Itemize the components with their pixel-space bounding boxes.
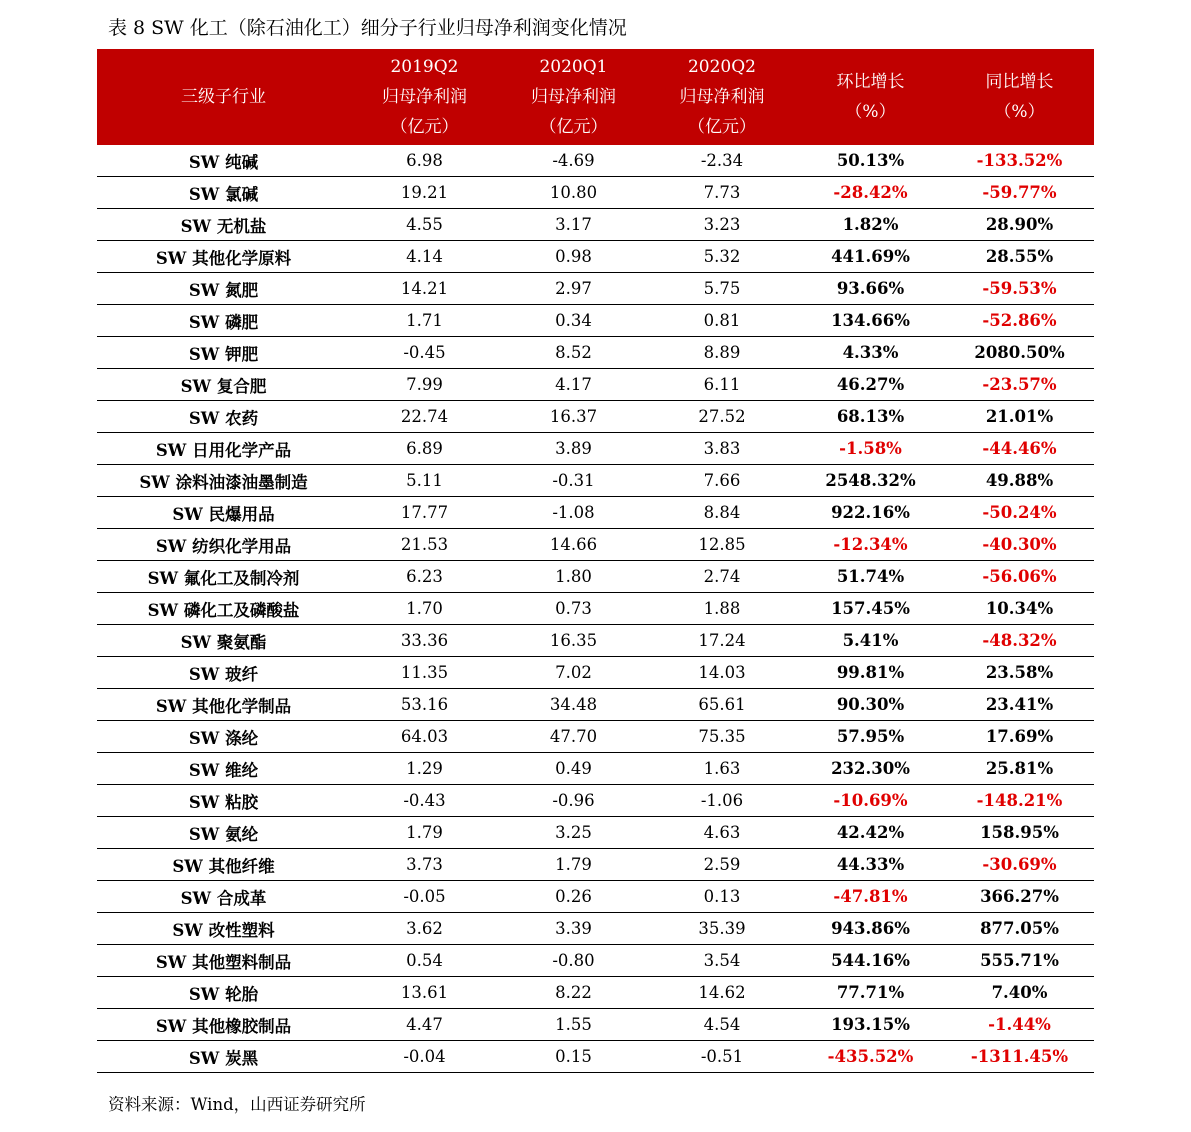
qoq-growth-cell: 193.15% [796,1009,945,1041]
profit-2020q1-cell: 0.49 [499,753,648,785]
table-row [97,497,1094,529]
table-row [97,689,1094,721]
profit-2020q2-cell: 2.74 [648,561,796,593]
industry-cell: SW 涤纶 [97,721,350,753]
table-row [97,209,1094,241]
table-row [97,1041,1094,1073]
profit-2020q2-cell: 65.61 [648,689,796,721]
qoq-growth-cell: -1.58% [796,433,945,465]
qoq-growth-cell: 77.71% [796,977,945,1009]
profit-2020q1-cell: 3.39 [499,913,648,945]
profit-2020q2-cell: 3.54 [648,945,796,977]
qoq-growth-cell: -47.81% [796,881,945,913]
header-2019q2: 2019Q2 归母净利润 （亿元） [350,49,499,145]
industry-cell: SW 维纶 [97,753,350,785]
profit-2020q2-cell: 0.81 [648,305,796,337]
profit-2019q2-cell: 13.61 [350,977,499,1009]
yoy-growth-cell: 49.88% [945,465,1094,497]
profit-2020q1-cell: 10.80 [499,177,648,209]
yoy-growth-cell: -148.21% [945,785,1094,817]
profit-2019q2-cell: -0.45 [350,337,499,369]
profit-2019q2-cell: -0.05 [350,881,499,913]
industry-cell: SW 纺织化学用品 [97,529,350,561]
profit-2019q2-cell: -0.43 [350,785,499,817]
profit-2020q2-cell: 8.89 [648,337,796,369]
yoy-growth-cell: 28.90% [945,209,1094,241]
yoy-growth-cell: -59.53% [945,273,1094,305]
profit-2020q2-cell: -0.51 [648,1041,796,1073]
header-2020q1: 2020Q1 归母净利润 （亿元） [499,49,648,145]
profit-2019q2-cell: 1.70 [350,593,499,625]
profit-2020q1-cell: 3.25 [499,817,648,849]
yoy-growth-cell: -52.86% [945,305,1094,337]
industry-cell: SW 炭黑 [97,1041,350,1073]
table-row [97,561,1094,593]
yoy-growth-cell: 28.55% [945,241,1094,273]
profit-2020q2-cell: 6.11 [648,369,796,401]
table-row [97,657,1094,689]
qoq-growth-cell: 4.33% [796,337,945,369]
qoq-growth-cell: 5.41% [796,625,945,657]
table-row [97,945,1094,977]
profit-2019q2-cell: 1.71 [350,305,499,337]
profit-2020q1-cell: 0.15 [499,1041,648,1073]
profit-2020q2-cell: 1.63 [648,753,796,785]
table-row [97,785,1094,817]
table-row [97,369,1094,401]
profit-2020q2-cell: 4.54 [648,1009,796,1041]
profit-2020q2-cell: -2.34 [648,145,796,177]
profit-2019q2-cell: 17.77 [350,497,499,529]
profit-2020q1-cell: 0.26 [499,881,648,913]
yoy-growth-cell: 7.40% [945,977,1094,1009]
table-row [97,177,1094,209]
profit-2019q2-cell: 11.35 [350,657,499,689]
profit-2020q2-cell: 7.66 [648,465,796,497]
table-header-row [97,49,1094,145]
profit-2020q1-cell: 3.17 [499,209,648,241]
table-row [97,337,1094,369]
industry-cell: SW 其他化学原料 [97,241,350,273]
profit-2020q2-cell: 7.73 [648,177,796,209]
profit-2020q2-cell: -1.06 [648,785,796,817]
table-row [97,977,1094,1009]
table-row [97,1009,1094,1041]
qoq-growth-cell: 232.30% [796,753,945,785]
profit-2019q2-cell: 1.29 [350,753,499,785]
table-row [97,593,1094,625]
qoq-growth-cell: 99.81% [796,657,945,689]
profit-2020q2-cell: 4.63 [648,817,796,849]
table-row [97,753,1094,785]
industry-cell: SW 其他塑料制品 [97,945,350,977]
industry-cell: SW 氟化工及制冷剂 [97,561,350,593]
table-row [97,913,1094,945]
industry-cell: SW 聚氨酯 [97,625,350,657]
yoy-growth-cell: -56.06% [945,561,1094,593]
profit-2020q1-cell: 4.17 [499,369,648,401]
table-row [97,433,1094,465]
header-industry: 三级子行业 [97,49,350,145]
yoy-growth-cell: -1.44% [945,1009,1094,1041]
profit-2020q2-cell: 75.35 [648,721,796,753]
qoq-growth-cell: 1.82% [796,209,945,241]
qoq-growth-cell: 90.30% [796,689,945,721]
yoy-growth-cell: 23.58% [945,657,1094,689]
yoy-growth-cell: -23.57% [945,369,1094,401]
profit-2019q2-cell: 6.98 [350,145,499,177]
industry-cell: SW 玻纤 [97,657,350,689]
profit-2019q2-cell: 53.16 [350,689,499,721]
qoq-growth-cell: 57.95% [796,721,945,753]
qoq-growth-cell: 943.86% [796,913,945,945]
table-row [97,721,1094,753]
yoy-growth-cell: 877.05% [945,913,1094,945]
industry-cell: SW 轮胎 [97,977,350,1009]
profit-2020q1-cell: 0.73 [499,593,648,625]
profit-2020q2-cell: 35.39 [648,913,796,945]
industry-cell: SW 磷肥 [97,305,350,337]
table-row [97,273,1094,305]
table-row [97,625,1094,657]
profit-2020q2-cell: 14.03 [648,657,796,689]
table-row [97,465,1094,497]
industry-cell: SW 复合肥 [97,369,350,401]
industry-cell: SW 改性塑料 [97,913,350,945]
profit-2019q2-cell: 64.03 [350,721,499,753]
industry-cell: SW 钾肥 [97,337,350,369]
profit-2020q2-cell: 5.75 [648,273,796,305]
profit-2020q1-cell: -0.80 [499,945,648,977]
qoq-growth-cell: 44.33% [796,849,945,881]
table-row [97,145,1094,177]
profit-2019q2-cell: 1.79 [350,817,499,849]
qoq-growth-cell: 544.16% [796,945,945,977]
qoq-growth-cell: 922.16% [796,497,945,529]
profit-2020q1-cell: -0.31 [499,465,648,497]
profit-2019q2-cell: 7.99 [350,369,499,401]
profit-2020q2-cell: 3.23 [648,209,796,241]
qoq-growth-cell: 42.42% [796,817,945,849]
profit-2020q2-cell: 17.24 [648,625,796,657]
yoy-growth-cell: 10.34% [945,593,1094,625]
table-row [97,305,1094,337]
profit-2019q2-cell: 3.62 [350,913,499,945]
profit-2020q2-cell: 5.32 [648,241,796,273]
yoy-growth-cell: -44.46% [945,433,1094,465]
table-row [97,401,1094,433]
table-row [97,881,1094,913]
profit-2019q2-cell: 3.73 [350,849,499,881]
yoy-growth-cell: 366.27% [945,881,1094,913]
industry-cell: SW 日用化学产品 [97,433,350,465]
yoy-growth-cell: 21.01% [945,401,1094,433]
header-qoq-growth: 环比增长 （%） [796,49,945,145]
yoy-growth-cell: 555.71% [945,945,1094,977]
table-title: 表 8 SW 化工（除石油化工）细分子行业归母净利润变化情况 [108,17,627,39]
table-row [97,817,1094,849]
qoq-growth-cell: 46.27% [796,369,945,401]
header-2020q2: 2020Q2 归母净利润 （亿元） [648,49,796,145]
qoq-growth-cell: 441.69% [796,241,945,273]
industry-cell: SW 氮肥 [97,273,350,305]
yoy-growth-cell: 158.95% [945,817,1094,849]
yoy-growth-cell: -133.52% [945,145,1094,177]
industry-cell: SW 其他化学制品 [97,689,350,721]
profit-2020q1-cell: 14.66 [499,529,648,561]
yoy-growth-cell: -40.30% [945,529,1094,561]
yoy-growth-cell: 17.69% [945,721,1094,753]
profit-2019q2-cell: 4.55 [350,209,499,241]
profit-2020q1-cell: 34.48 [499,689,648,721]
qoq-growth-cell: 51.74% [796,561,945,593]
industry-cell: SW 氯碱 [97,177,350,209]
profit-2019q2-cell: 33.36 [350,625,499,657]
qoq-growth-cell: 157.45% [796,593,945,625]
yoy-growth-cell: 25.81% [945,753,1094,785]
qoq-growth-cell: 93.66% [796,273,945,305]
profit-2019q2-cell: 6.89 [350,433,499,465]
qoq-growth-cell: 50.13% [796,145,945,177]
profit-2020q1-cell: 1.80 [499,561,648,593]
qoq-growth-cell: 68.13% [796,401,945,433]
header-yoy-growth: 同比增长 （%） [945,49,1094,145]
profit-2020q1-cell: -0.96 [499,785,648,817]
profit-2019q2-cell: 4.47 [350,1009,499,1041]
qoq-growth-cell: -28.42% [796,177,945,209]
profit-2020q1-cell: 3.89 [499,433,648,465]
profit-2020q1-cell: 1.79 [499,849,648,881]
profit-2019q2-cell: 14.21 [350,273,499,305]
industry-cell: SW 涂料油漆油墨制造 [97,465,350,497]
profit-2019q2-cell: 0.54 [350,945,499,977]
industry-cell: SW 磷化工及磷酸盐 [97,593,350,625]
profit-2020q2-cell: 0.13 [648,881,796,913]
qoq-growth-cell: 134.66% [796,305,945,337]
table-body [97,145,1094,1073]
industry-cell: SW 合成革 [97,881,350,913]
profit-2020q1-cell: 0.34 [499,305,648,337]
profit-2019q2-cell: 4.14 [350,241,499,273]
industry-cell: SW 无机盐 [97,209,350,241]
yoy-growth-cell: -1311.45% [945,1041,1094,1073]
profit-2020q1-cell: 0.98 [499,241,648,273]
profit-2019q2-cell: 22.74 [350,401,499,433]
qoq-growth-cell: 2548.32% [796,465,945,497]
profit-2019q2-cell: 21.53 [350,529,499,561]
industry-cell: SW 其他橡胶制品 [97,1009,350,1041]
yoy-growth-cell: -59.77% [945,177,1094,209]
profit-2020q2-cell: 27.52 [648,401,796,433]
profit-2020q1-cell: 16.35 [499,625,648,657]
profit-2019q2-cell: -0.04 [350,1041,499,1073]
qoq-growth-cell: -10.69% [796,785,945,817]
profit-2020q1-cell: 8.22 [499,977,648,1009]
profit-2020q2-cell: 2.59 [648,849,796,881]
profit-2020q1-cell: 47.70 [499,721,648,753]
yoy-growth-cell: 2080.50% [945,337,1094,369]
profit-table [97,49,1094,1073]
industry-cell: SW 氨纶 [97,817,350,849]
profit-2019q2-cell: 6.23 [350,561,499,593]
table-row [97,241,1094,273]
profit-2020q1-cell: 2.97 [499,273,648,305]
table-row [97,849,1094,881]
yoy-growth-cell: -50.24% [945,497,1094,529]
profit-2020q1-cell: 16.37 [499,401,648,433]
profit-2020q1-cell: 7.02 [499,657,648,689]
profit-2020q2-cell: 1.88 [648,593,796,625]
profit-2020q2-cell: 14.62 [648,977,796,1009]
source-note: 资料来源：Wind，山西证券研究所 [108,1095,366,1114]
yoy-growth-cell: -48.32% [945,625,1094,657]
qoq-growth-cell: -435.52% [796,1041,945,1073]
table-row [97,529,1094,561]
industry-cell: SW 纯碱 [97,145,350,177]
industry-cell: SW 民爆用品 [97,497,350,529]
profit-2020q1-cell: -4.69 [499,145,648,177]
profit-2020q1-cell: 8.52 [499,337,648,369]
industry-cell: SW 农药 [97,401,350,433]
qoq-growth-cell: -12.34% [796,529,945,561]
profit-2020q2-cell: 3.83 [648,433,796,465]
profit-2020q1-cell: 1.55 [499,1009,648,1041]
profit-2020q2-cell: 12.85 [648,529,796,561]
yoy-growth-cell: 23.41% [945,689,1094,721]
industry-cell: SW 其他纤维 [97,849,350,881]
profit-2019q2-cell: 5.11 [350,465,499,497]
industry-cell: SW 粘胶 [97,785,350,817]
profit-2020q1-cell: -1.08 [499,497,648,529]
profit-2019q2-cell: 19.21 [350,177,499,209]
yoy-growth-cell: -30.69% [945,849,1094,881]
profit-2020q2-cell: 8.84 [648,497,796,529]
